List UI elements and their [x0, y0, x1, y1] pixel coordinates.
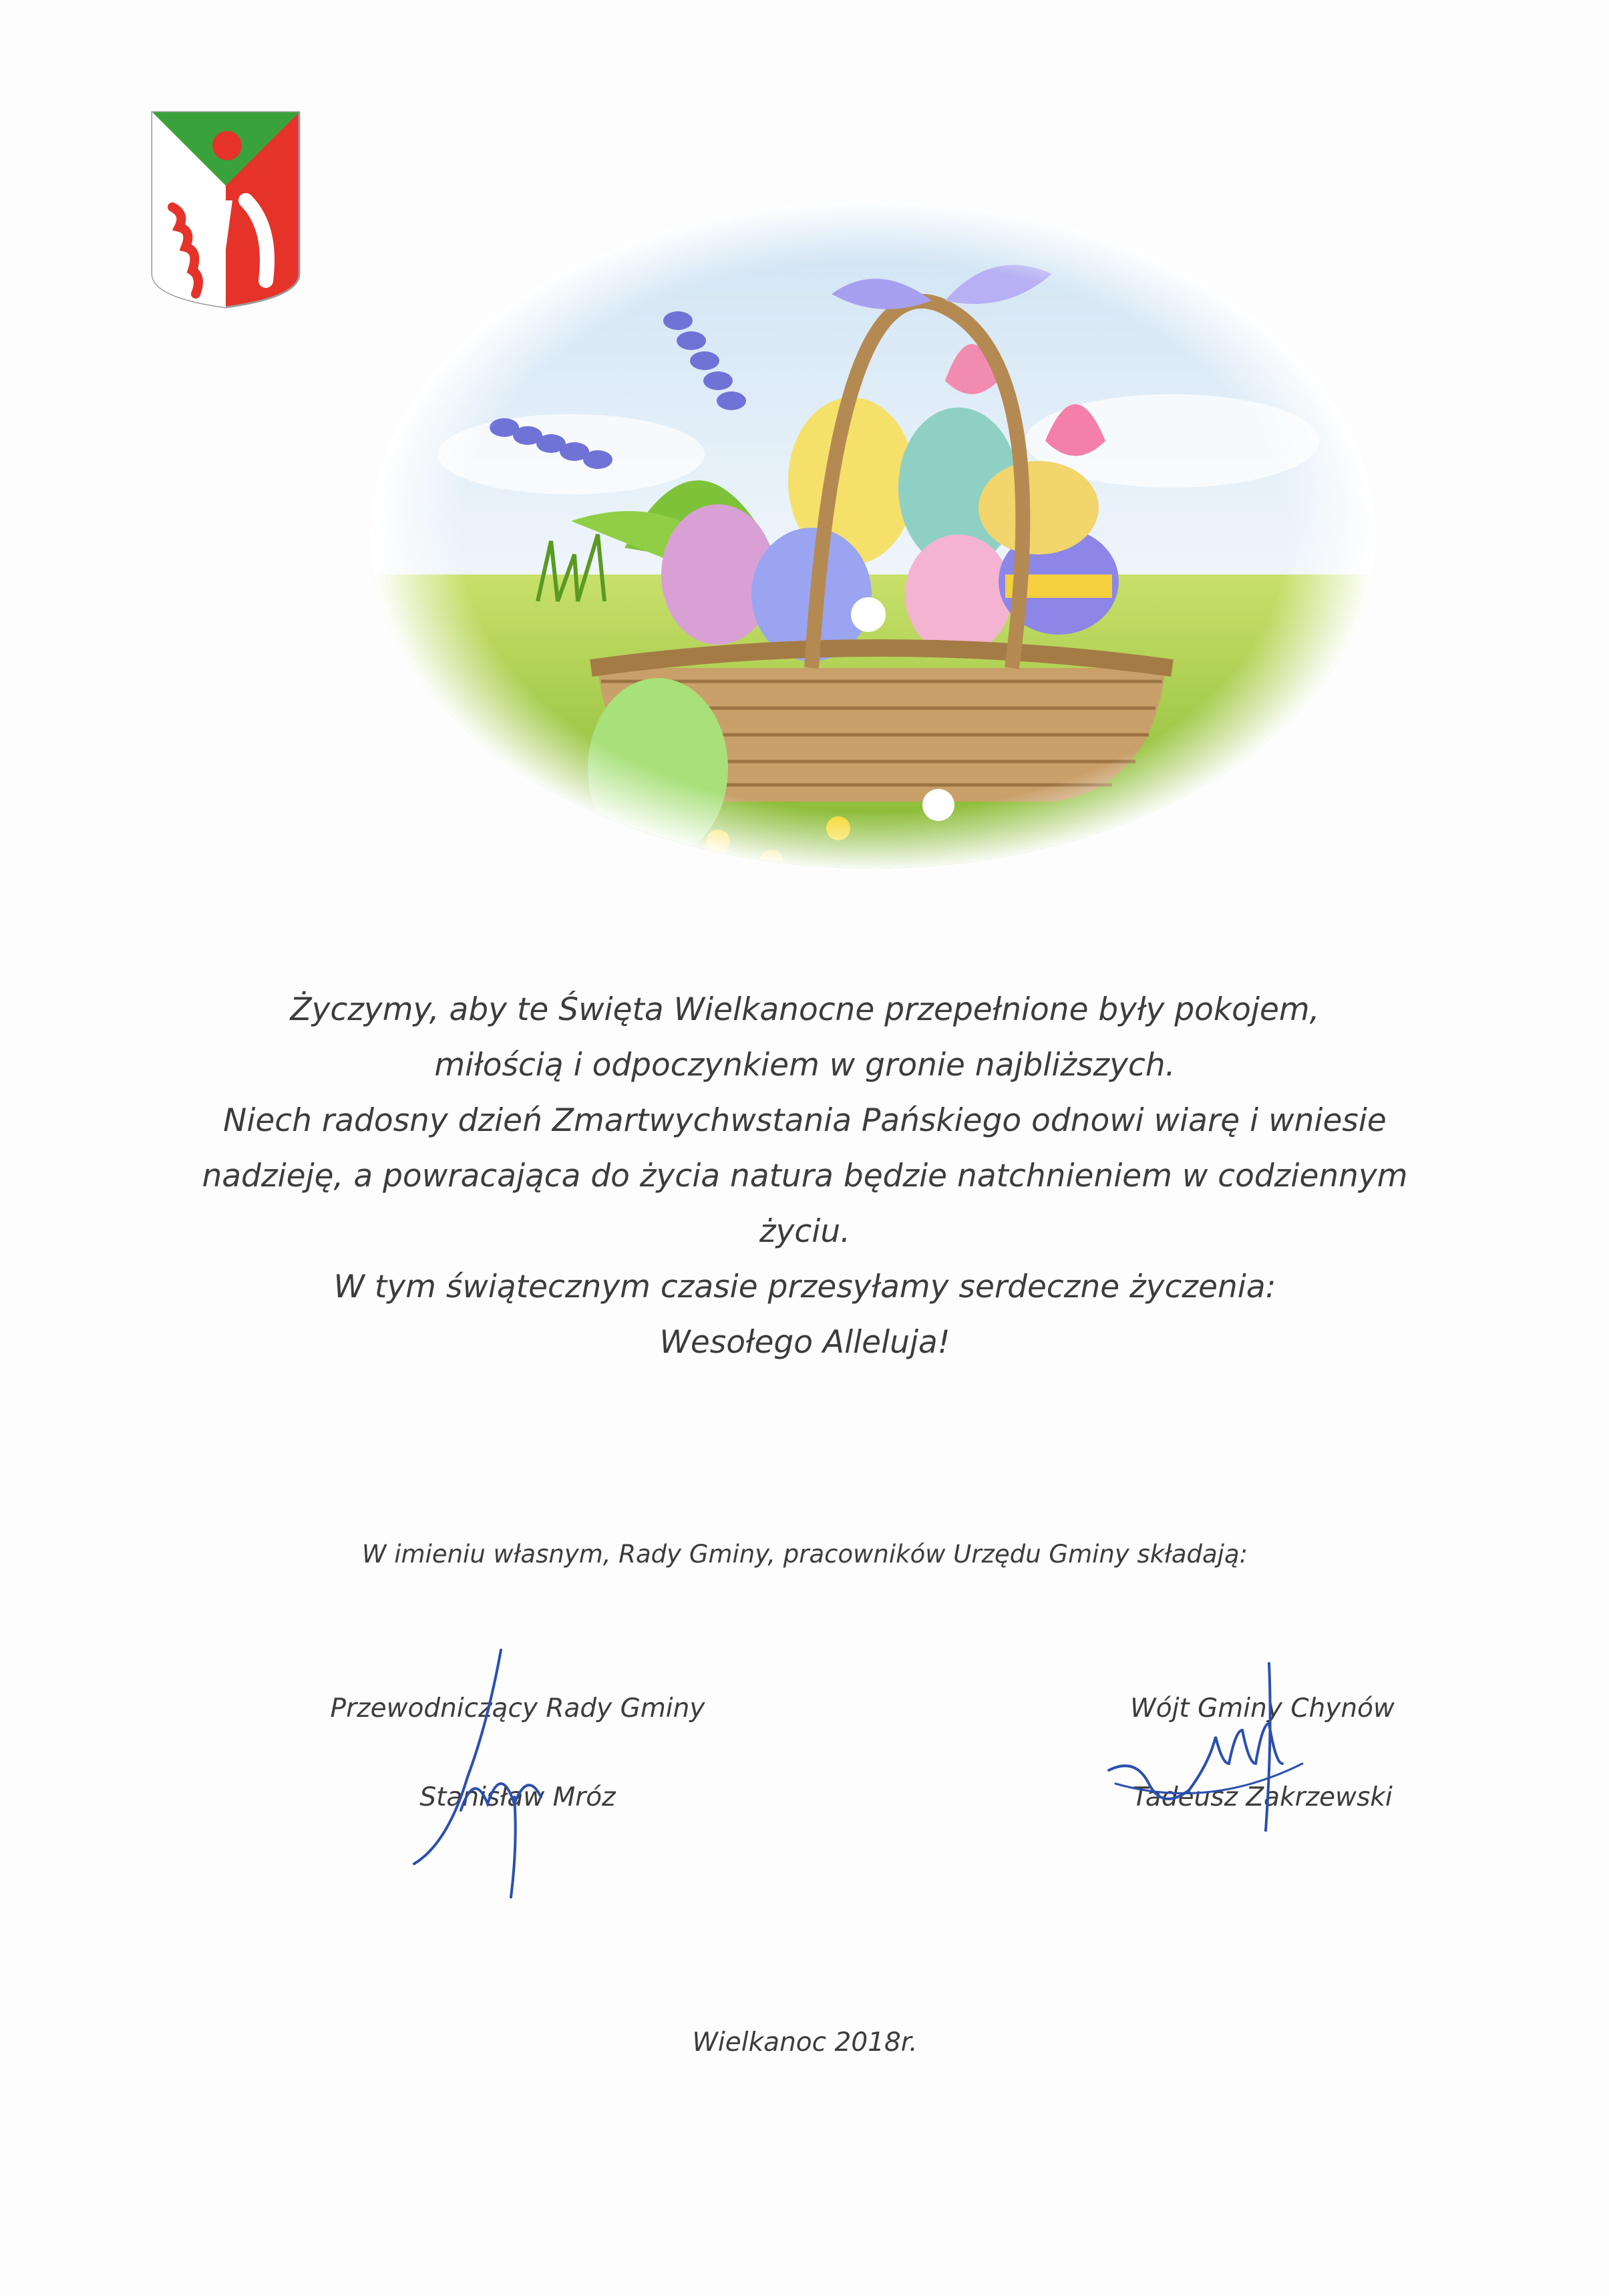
greeting-line: życiu.: [759, 1213, 851, 1250]
signatory-right: [1095, 1693, 1429, 1812]
greeting-line: Wesołego Alleluja!: [659, 1324, 950, 1361]
greeting-text: [160, 982, 1449, 1370]
greeting-line: W tym świątecznym czasie przesyłamy serdeczne życzenia:: [333, 1269, 1276, 1305]
coat-of-arms-icon: [146, 107, 306, 311]
greeting-line: Życzymy, aby te Święta Wielkanocne przepełnione były pokojem,: [290, 991, 1320, 1028]
date-text: Wielkanoc 2018r.: [692, 2027, 918, 2058]
signatory-left-title: Przewodniczący Rady Gminy: [330, 1693, 705, 1724]
greeting-line: Niech radosny dzień Zmartwychwstania Pańskiego odnowi wiarę i wniesie: [223, 1102, 1387, 1139]
signatory-right-name: Tadeusz Zakrzewski: [1132, 1782, 1393, 1812]
signatory-left-name: Stanisław Mróz: [419, 1782, 616, 1812]
signatory-right-title: Wójt Gminy Chynów: [1130, 1693, 1395, 1724]
on-behalf-text: W imieniu własnym, Rady Gminy, pracowników Urzędu Gminy składają:: [361, 1540, 1248, 1569]
greeting-line: nadzieję, a powracająca do życia natura będzie natchnieniem w codziennym: [202, 1158, 1408, 1194]
easter-basket-illustration: [371, 200, 1376, 872]
signatory-left: [314, 1693, 721, 1812]
greeting-line: miłością i odpoczynkiem w gronie najbliższych.: [434, 1047, 1176, 1084]
